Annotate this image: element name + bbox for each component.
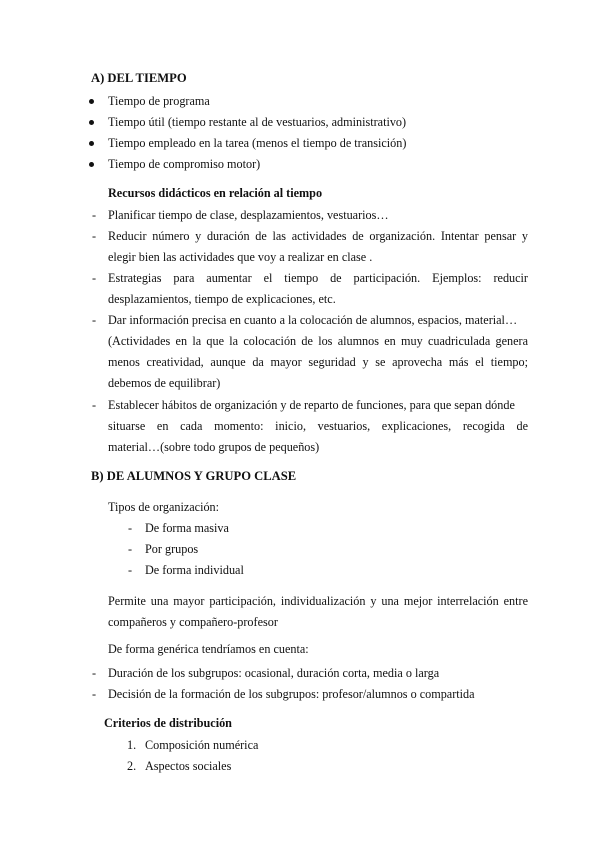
dash-marker: - [92, 229, 97, 243]
bullet-dot-icon [89, 141, 94, 146]
text-line: material…(sobre todo grupos de pequeños) [108, 440, 320, 454]
text-line: Permite una mayor participación, individualización y una mejor interrelación entre [108, 594, 528, 608]
text-line: Planificar tiempo de clase, desplazamientos, vestuarios… [108, 208, 389, 222]
text-line: Establecer hábitos de organización y de reparto de funciones, para que sepan dónde [108, 398, 515, 412]
dash-marker: - [92, 313, 97, 327]
resource-text [108, 310, 528, 394]
criteria-number: 2. [127, 759, 137, 773]
dash-marker: - [92, 398, 97, 412]
bullet-text: Tiempo empleado en la tarea (menos el tiempo de transición) [108, 136, 407, 150]
resource-text [108, 205, 528, 226]
bullet-dot-icon [89, 99, 94, 104]
generic-intro: De forma genérica tendríamos en cuenta: [108, 642, 309, 656]
resource-text [108, 268, 528, 310]
text-line: elegir bien las actividades que voy a realizar en clase . [108, 250, 373, 264]
resource-text [108, 395, 528, 458]
org-intro: Tipos de organización: [108, 500, 220, 514]
text-line: situarse en cada momento: inicio, vestuarios, explicaciones, recogida de [108, 419, 528, 433]
participation-paragraph [108, 591, 528, 633]
text-line: Estrategias para aumentar el tiempo de participación. Ejemplos: reducir [108, 271, 528, 285]
section-b-heading: B) DE ALUMNOS Y GRUPO CLASE [91, 469, 297, 483]
text-line: Dar información precisa en cuanto a la colocación de alumnos, espacios, material… [108, 313, 518, 327]
bullet-text: Tiempo de programa [108, 94, 210, 108]
bullet-dot-icon [89, 162, 94, 167]
text-line: debemos de equilibrar) [108, 376, 221, 390]
criteria-number: 1. [127, 738, 137, 752]
resource-text [108, 226, 528, 268]
bullet-text: Tiempo de compromiso motor) [108, 157, 261, 171]
criteria-text: Composición numérica [145, 738, 259, 752]
generic-text: Decisión de la formación de los subgrupos: profesor/alumnos o compartida [108, 687, 475, 701]
text-line: (Actividades en la que la colocación de los alumnos en muy cuadriculada genera [108, 334, 528, 348]
org-type-text: De forma masiva [145, 521, 229, 535]
text-line: compañeros y compañero-profesor [108, 615, 278, 629]
criteria-title: Criterios de distribución [104, 716, 232, 730]
criteria-text: Aspectos sociales [145, 759, 232, 773]
org-type-text: De forma individual [145, 563, 244, 577]
dash-marker: - [92, 208, 97, 222]
org-type-text: Por grupos [145, 542, 199, 556]
dash-marker: - [92, 666, 97, 680]
dash-marker: - [92, 271, 97, 285]
dash-marker: - [128, 563, 133, 577]
text-line: menos creatividad, aunque da mayor seguridad y se aprovecha más el tiempo; [108, 355, 528, 369]
generic-text: Duración de los subgrupos: ocasional, duración corta, media o larga [108, 666, 440, 680]
resources-title: Recursos didácticos en relación al tiempo [108, 186, 323, 200]
bullet-dot-icon [89, 120, 94, 125]
text-line: Reducir número y duración de las actividades de organización. Intentar pensar y [108, 229, 528, 243]
dash-marker: - [92, 687, 97, 701]
bullet-text: Tiempo útil (tiempo restante al de vestuarios, administrativo) [108, 115, 407, 129]
dash-marker: - [128, 521, 133, 535]
text-line: desplazamientos, tiempo de explicaciones, etc. [108, 292, 336, 306]
dash-marker: - [128, 542, 133, 556]
section-a-heading: A) DEL TIEMPO [91, 71, 187, 85]
